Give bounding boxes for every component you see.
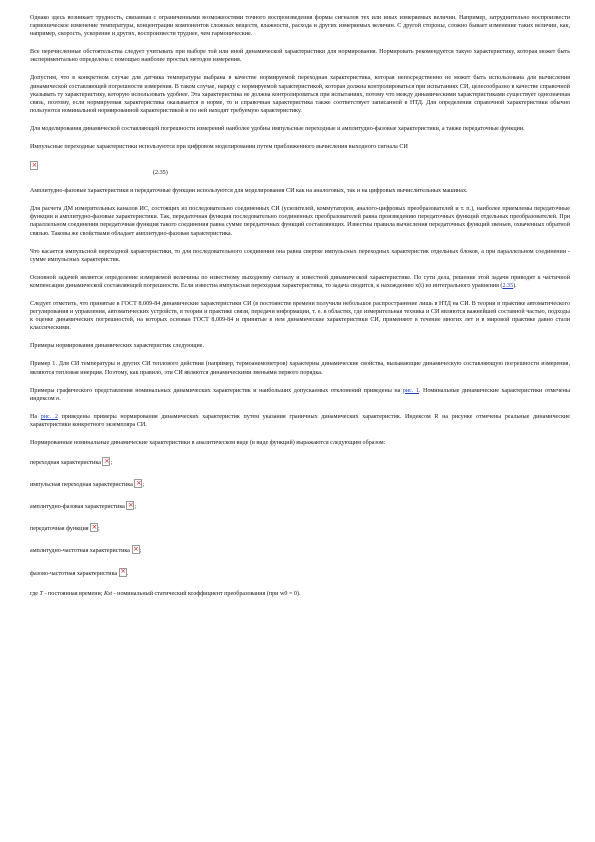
broken-image-icon bbox=[132, 545, 140, 554]
paragraph-signal-reproduction: Однако здесь возникает трудность, связанная с ограниченными возможностями точного воспроизведения формы сигналов тех или иных измеряемых величин. Например, затруднительно воспроизвести гармоническое изменение температуры, концентрации компонентов сложных веществ, влажности, расхода и других измеряемых величин. С другой стороны, сложно бывает изменение таких величин, как, например, скорость, ускорение и других, воспроизвести труднее, чем гармонические. bbox=[30, 15, 570, 38]
figure-2-link[interactable]: рис. 2 bbox=[40, 413, 58, 420]
paragraph-measurement-channels: Для расчета ДМ измерительных каналов ИС, состоящих из последовательно соединенных СИ (усилителей, коммутаторов, аналого-цифровых преобразователей и т. п.), наиболее приемлемы передаточные функции и амплитудно-фазовые характеристики. Так, передаточная функция последовательно соединенных преобразователей равна произведению передаточных функций отдельных преобразователей. При параллельном соединении передаточная функция такого соединения равна сумме передаточных функций составляющих. Известны правила вычисления передаточных функций звеньев, охваченных обратной связью. Таковы же свойствами обладает амплитудно-фазовая характеристика. bbox=[30, 206, 570, 237]
paragraph-choice-of-characteristic: Все перечисленные обстоятельства следует учитывать при выборе той или иной динамической характеристики для нормирования. Нормировать рекомендуется такую характеристику, которая может быть экспериментально определена с помощью наиболее простых методов измерения. bbox=[30, 49, 570, 64]
paragraph-modeling-characteristics: Для моделирования динамической составляющей погрешности измерений наиболее удобны импульсные переходные и амплитудно-фазовые характеристики, а также передаточные функции. bbox=[30, 125, 525, 132]
broken-image-icon bbox=[90, 523, 98, 532]
paragraph-gost-note: Следует отметить, что принятые в ГОСТ 8.009-84 динамические характеристики СИ (в постоянстве времени получили небольшое распространение лишь в НТД на СИ. В теории и практике автоматического регулирования и управления, автоматических устройств, в теории и практике связи, передачи информации, т. е. в областях, где измерительная техника и СИ являются важнейшей составной частью, подходы к оценке динамических погрешностей, на которых основан ГОСТ 8.009-84 и принятые в нем динамические характеристики СИ, применяют в течение многих лет и в мировой практике давно стали классическими. bbox=[30, 300, 570, 332]
paragraph-analog-digital-modeling: Амплитудно-фазовые характеристики и передаточные функции используются для моделирования СИ как на аналоговых, так и на цифровых вычислительных машинах. bbox=[30, 188, 468, 195]
function-item: амплитудно-частотная характеристика × ; bbox=[30, 545, 570, 555]
broken-image-icon bbox=[102, 457, 110, 466]
function-list bbox=[30, 457, 570, 578]
paragraph-symbol-definitions: где T - постоянная времени; Kst - номинальный статический коэффициент преобразования (при w0 = 0). bbox=[30, 590, 301, 597]
equation-2-35 bbox=[30, 161, 570, 177]
paragraph-impulse-characteristic: Импульсные переходные характеристики используются при цифровом моделировании путем приближенного вычисления выходного сигнала СИ bbox=[30, 144, 408, 151]
broken-image-icon bbox=[134, 479, 142, 488]
broken-image-icon bbox=[119, 568, 127, 577]
paragraph-figure-2-reference: На рис. 2 приведены примеры нормирования динамических характеристик путем указания граничных динамических характеристик. Индексом R на рисунке отмечены реальные динамические характеристики конкретного экземпляра СИ. bbox=[30, 413, 570, 428]
function-item: амплитудно-фазовая характеристика × ; bbox=[30, 501, 570, 511]
equation-link-2-35[interactable]: 2.35 bbox=[502, 282, 514, 289]
function-item: передаточная функция × ; bbox=[30, 523, 570, 533]
paragraph-figure-1-reference: Примеры графического представления номинальных динамических характеристик и наибольших допускаемых отклонений приведены на рис. 1. Номинальные динамические характеристики отмечены индексом н. bbox=[30, 387, 570, 402]
function-item: импульсная переходная характеристика × ; bbox=[30, 479, 570, 489]
paragraph-main-task: Основной задачей является определение измеряемой величины по известному выходному сигналу и известной динамической характеристике. По сути дела, решение этой задачи приводит к частичной компенсации динамической составляющей погрешности. Если известна импульсная переходная характеристика, то задача сводится, к нахождению x(t) из интегрального уравнения (2.35). bbox=[30, 274, 570, 289]
paragraph-analytic-form: Нормированные номинальные динамические характеристики в аналитическом виде (в виде функций) выражаются следующим образом: bbox=[30, 440, 386, 446]
document-page bbox=[30, 14, 570, 608]
equation-number: (2.35) bbox=[153, 170, 168, 177]
broken-image-icon bbox=[30, 161, 38, 170]
figure-1-link[interactable]: рис. 1 bbox=[402, 387, 419, 394]
function-item: фазово-частотная характеристика × . bbox=[30, 568, 570, 578]
function-item: переходная характеристика × ; bbox=[30, 457, 570, 467]
paragraph-reference-characteristic: Допустим, что в конкретном случае для датчика температуры выбрана в качестве нормируемой переходная характеристика, которая непосредственно не может быть использована для вычисления динамической составляющей погрешности измерения. В таком случае, наряду с нормируемой характеристикой, которая должна контролироваться при испытаниях СИ, целесообразно в качестве справочной указывать ту характеристику, которую использовать удобнее. Эта характеристика не должна контролироваться при испытаниях, потому что между динамическими характеристиками существует однозначная связь, поэтому, если нормируемая характеристика оказывается в норме, то и справочная характеристика также соответствует записанной в НТД. Для определения справочной характеристики обычно пользуются номинальной нормированной характеристикой и по ней находят требуемую характеристику. bbox=[30, 75, 570, 114]
paragraph-convolution: Что касается импульсной переходной характеристики, то для последовательного соединения она равна свертке импульсных переходных характеристик отдельных блоков, а при параллельном соединении - сумме импульсных характеристик. bbox=[30, 248, 570, 263]
paragraph-example-1: Пример 1. Для СИ температуры и других СИ теплового действия (например, термоанемометров) характерны динамические свойства, вызывающие динамическую составляющую погрешности измерения, являются тепловая инерция. Поэтому, как правило, эти СИ являются динамическими звеньями первого порядка. bbox=[30, 361, 570, 376]
paragraph-examples-intro: Примеры нормирования динамических характеристик следующие. bbox=[30, 343, 204, 350]
broken-image-icon bbox=[126, 501, 134, 510]
